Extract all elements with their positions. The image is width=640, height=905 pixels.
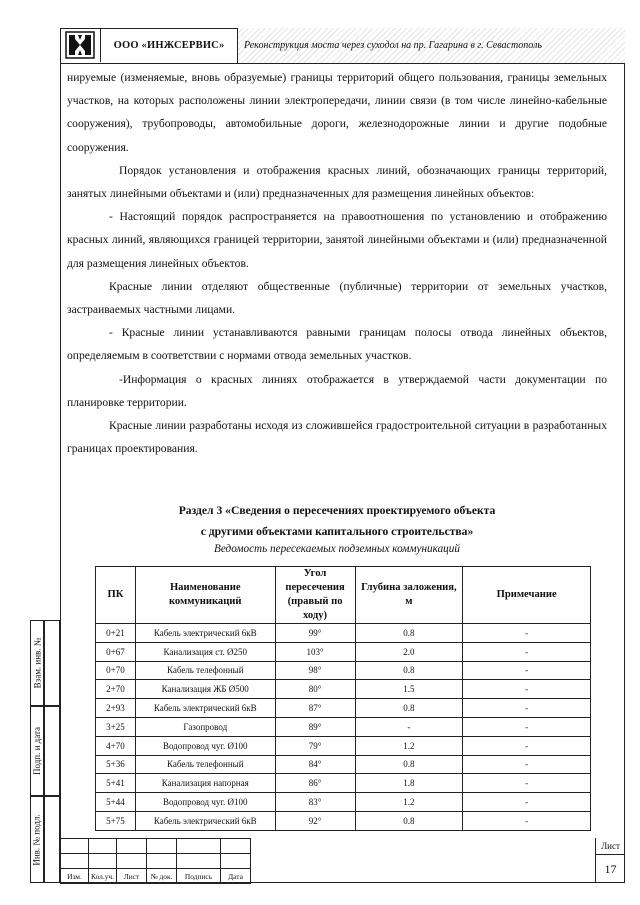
table-row — [96, 793, 591, 812]
table-cell: 0.8 — [355, 624, 463, 643]
table-cell: - — [355, 717, 463, 736]
table-row — [96, 755, 591, 774]
paragraph: Порядок установления и отображения красных линий, обозначающих границы территорий, занятых линейными объектами и (или) предназначенных для размещения линейных объектов: — [67, 163, 607, 201]
table-row — [96, 624, 591, 643]
table-row — [96, 680, 591, 699]
section-title-line: Раздел 3 «Сведения о пересечениях проектируемого объекта — [178, 504, 496, 517]
side-cell-blank — [44, 706, 60, 796]
table-row — [96, 661, 591, 680]
crossings-table — [95, 566, 591, 831]
table-cell: 2+93 — [96, 699, 136, 718]
table-cell: 2+70 — [96, 680, 136, 699]
paragraph: Красные линии отделяют общественные (публичные) территории от земельных участков, застраиваемых частными лицами. — [67, 279, 607, 317]
table-cell: Газопровод — [135, 717, 275, 736]
revision-labels-row — [61, 869, 251, 884]
table-cell: 0.8 — [355, 755, 463, 774]
table-cell: 0.8 — [355, 811, 463, 830]
table-cell: - — [463, 755, 591, 774]
table-cell: - — [463, 736, 591, 755]
table-cell: 1.8 — [355, 774, 463, 793]
paragraph: - Настоящий порядок распространяется на правоотношения по установлению и отображению красных линий, являющихся границей территории, занятой линейными объектами и (или) предназначенной для размещения линейных объектов. — [67, 210, 607, 270]
table-cell: Канализация ЖБ Ø500 — [135, 680, 275, 699]
table-cell: 79° — [275, 736, 355, 755]
table-cell: Водопровод чуг. Ø100 — [135, 793, 275, 812]
table-cell: Кабель электрический 6кВ — [135, 699, 275, 718]
section-title — [67, 500, 607, 542]
table-cell: 0+70 — [96, 661, 136, 680]
table-cell: 80° — [275, 680, 355, 699]
company-name: ООО «ИНЖСЕРВИС» — [101, 28, 238, 63]
table-row — [96, 774, 591, 793]
stamp-label: Подпись — [177, 869, 221, 884]
side-cell — [30, 796, 44, 883]
table-cell: - — [463, 717, 591, 736]
side-cell-blank — [44, 620, 60, 706]
table-cell: 83° — [275, 793, 355, 812]
table-cell: - — [463, 774, 591, 793]
side-label-vzam: Взам. инв. № — [32, 637, 42, 689]
side-cell — [30, 620, 44, 706]
section-title-line: с другими объектами капитального строительства» — [200, 525, 474, 538]
table-cell: - — [463, 793, 591, 812]
column-header: Примечание — [463, 567, 591, 624]
table-cell: 4+70 — [96, 736, 136, 755]
table-cell: 99° — [275, 624, 355, 643]
revision-table — [60, 838, 251, 884]
paragraph: -Информация о красных линиях отображается в утверждаемой части документации по планировке территории. — [67, 372, 607, 409]
column-header: Угол пересечения (правый по ходу) — [275, 567, 355, 624]
sheet-number: 17 — [604, 862, 617, 876]
table-row — [96, 736, 591, 755]
sheet-label: Лист — [596, 838, 625, 855]
stamp-label: Дата — [221, 869, 251, 884]
table-cell: 0+21 — [96, 624, 136, 643]
stamp-label: № док. — [147, 869, 177, 884]
table-cell: - — [463, 624, 591, 643]
table-cell: - — [463, 680, 591, 699]
table-header-row — [96, 567, 591, 624]
table-cell: 1.2 — [355, 736, 463, 755]
table-cell: 5+36 — [96, 755, 136, 774]
project-title: Реконструкция моста через суходол на пр. Гагарина в г. Севастополь — [238, 28, 625, 63]
table-cell: 89° — [275, 717, 355, 736]
side-label-podp: Подп. и дата — [32, 726, 42, 776]
table-row — [96, 811, 591, 830]
paragraph: - Красные линии устанавливаются равными границам полосы отвода линейных объектов, определяемым в соответствии с нормами отвода земельных участков. — [67, 326, 607, 363]
table-cell: 2.0 — [355, 642, 463, 661]
stamp-label: Кол.уч. — [89, 869, 117, 884]
column-header: ПК — [96, 567, 136, 624]
table-cell: 87° — [275, 699, 355, 718]
title-block — [60, 838, 625, 883]
column-header: Глубина заложения, м — [355, 567, 463, 624]
sheet-number-box — [595, 838, 625, 883]
side-stamp — [30, 620, 60, 883]
table-cell: 98° — [275, 661, 355, 680]
column-header: Наименование коммуникаций — [135, 567, 275, 624]
company-logo-icon — [60, 28, 101, 62]
paragraph: нируемые (изменяемые, вновь образуемые) границы территорий общего пользования, границы земельных участков, на которых расположены линии электропередачи, линии связи (в том числе линейно-кабельные сооружения), трубопроводы, автомобильные дороги, железнодорожные линии и другие подобные сооружения. — [67, 71, 607, 154]
table-cell: Канализация напорная — [135, 774, 275, 793]
table-cell: 0+67 — [96, 642, 136, 661]
side-cell — [30, 706, 44, 796]
table-cell: 103° — [275, 642, 355, 661]
table-cell: 1.5 — [355, 680, 463, 699]
table-cell: Водопровод чуг. Ø100 — [135, 736, 275, 755]
table-cell: 5+41 — [96, 774, 136, 793]
body-text — [67, 66, 607, 460]
table-cell: - — [463, 642, 591, 661]
table-cell: 0.8 — [355, 699, 463, 718]
table-cell: Канализация ст. Ø250 — [135, 642, 275, 661]
page-header — [60, 28, 625, 64]
side-cell-blank — [44, 796, 60, 883]
side-label-inv: Инв. № подл. — [32, 813, 42, 866]
table-cell: - — [463, 699, 591, 718]
table-row — [96, 717, 591, 736]
stamp-label: Лист — [117, 869, 147, 884]
table-cell: Кабель электрический 6кВ — [135, 811, 275, 830]
table-cell: 1.2 — [355, 793, 463, 812]
table-cell: 84° — [275, 755, 355, 774]
table-row — [96, 699, 591, 718]
table-cell: 92° — [275, 811, 355, 830]
paragraph: Красные линии разработаны исходя из сложившейся градостроительной ситуации в разработанных границах проектирования. — [67, 419, 607, 456]
table-cell: 86° — [275, 774, 355, 793]
table-cell: Кабель телефонный — [135, 755, 275, 774]
table-cell: 3+25 — [96, 717, 136, 736]
table-cell: - — [463, 811, 591, 830]
table-cell: 5+75 — [96, 811, 136, 830]
table-cell: Кабель телефонный — [135, 661, 275, 680]
table-cell: Кабель электрический 6кВ — [135, 624, 275, 643]
table-caption: Ведомость пересекаемых подземных коммуникаций — [214, 543, 460, 555]
table-cell: 0.8 — [355, 661, 463, 680]
table-cell: - — [463, 661, 591, 680]
table-row — [96, 642, 591, 661]
table-cell: 5+44 — [96, 793, 136, 812]
stamp-label: Изм. — [61, 869, 89, 884]
